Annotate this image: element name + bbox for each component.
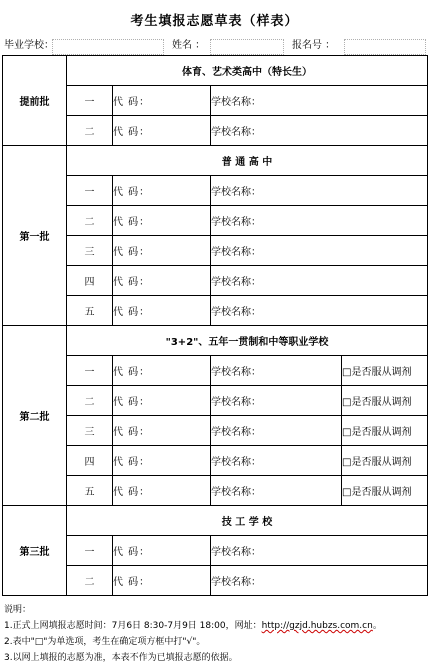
note-line-2: 2.表中"□"为单选项，考生在确定项方框中打"√"。 — [4, 637, 206, 647]
choice-row — [3, 236, 428, 266]
obey-adjust-checkbox[interactable]: □是否服从调剂 — [342, 356, 428, 386]
school-name-field[interactable]: 学校名称： — [211, 266, 428, 296]
choice-number: 四 — [67, 266, 113, 296]
section-header-row — [3, 326, 428, 356]
choice-row — [3, 476, 428, 506]
register-url-link[interactable]: http://gzjd.hubzs.com.cn — [261, 621, 373, 631]
school-name-field[interactable]: 学校名称： — [211, 356, 342, 386]
school-name-field[interactable]: 学校名称： — [211, 416, 342, 446]
choice-row — [3, 206, 428, 236]
choice-row — [3, 566, 428, 596]
code-field[interactable]: 代 码： — [113, 356, 211, 386]
school-name-field[interactable]: 学校名称： — [211, 536, 428, 566]
code-field[interactable]: 代 码： — [113, 266, 211, 296]
batch-label: 提前批 — [3, 56, 67, 146]
obey-adjust-checkbox[interactable]: □是否服从调剂 — [342, 386, 428, 416]
code-field[interactable]: 代 码： — [113, 446, 211, 476]
school-name-field[interactable]: 学校名称： — [211, 236, 428, 266]
choice-number: 三 — [67, 416, 113, 446]
section-title: 技 工 学 校 — [67, 506, 428, 536]
section-header-row — [3, 146, 428, 176]
choice-row — [3, 416, 428, 446]
section-header-row — [3, 56, 428, 86]
school-label: 毕业学校： — [4, 40, 54, 51]
school-name-field[interactable]: 学校名称： — [211, 116, 428, 146]
choice-number: 一 — [67, 176, 113, 206]
code-field[interactable]: 代 码： — [113, 116, 211, 146]
choice-row — [3, 266, 428, 296]
batch-label: 第三批 — [3, 506, 67, 596]
note-line-3: 3.以网上填报的志愿为准，本表不作为已填报志愿的依据。 — [4, 653, 238, 663]
code-field[interactable]: 代 码： — [113, 236, 211, 266]
choice-row — [3, 356, 428, 386]
application-table — [2, 55, 428, 596]
exam-no-field[interactable] — [344, 39, 426, 55]
code-field[interactable]: 代 码： — [113, 566, 211, 596]
section-title: 普 通 高 中 — [67, 146, 428, 176]
obey-adjust-checkbox[interactable]: □是否服从调剂 — [342, 416, 428, 446]
code-field[interactable]: 代 码： — [113, 386, 211, 416]
name-field[interactable] — [210, 39, 284, 55]
code-field[interactable]: 代 码： — [113, 86, 211, 116]
choice-number: 一 — [67, 86, 113, 116]
code-field[interactable]: 代 码： — [113, 206, 211, 236]
school-name-field[interactable]: 学校名称： — [211, 566, 428, 596]
choice-number: 一 — [67, 536, 113, 566]
form-title: 考生填报志愿草表（样表） — [130, 14, 299, 29]
obey-adjust-checkbox[interactable]: □是否服从调剂 — [342, 446, 428, 476]
school-name-field[interactable]: 学校名称： — [211, 446, 342, 476]
choice-number: 五 — [67, 296, 113, 326]
code-field[interactable]: 代 码： — [113, 416, 211, 446]
code-field[interactable]: 代 码： — [113, 296, 211, 326]
section-header-row — [3, 506, 428, 536]
notes — [4, 602, 426, 666]
choice-row — [3, 536, 428, 566]
choice-number: 五 — [67, 476, 113, 506]
choice-row — [3, 296, 428, 326]
school-name-field[interactable]: 学校名称： — [211, 176, 428, 206]
school-name-field[interactable]: 学校名称： — [211, 206, 428, 236]
code-field[interactable]: 代 码： — [113, 176, 211, 206]
note-line-1: 1.正式上网填报志愿时间：7月6日 8:30-7月9日 18:00，网址：http://gzjd.hubzs.com.cn。 — [4, 621, 382, 631]
code-field[interactable]: 代 码： — [113, 536, 211, 566]
choice-row — [3, 446, 428, 476]
choice-row — [3, 86, 428, 116]
choice-number: 三 — [67, 236, 113, 266]
choice-row — [3, 116, 428, 146]
choice-number: 二 — [67, 116, 113, 146]
obey-adjust-checkbox[interactable]: □是否服从调剂 — [342, 476, 428, 506]
section-title: 体育、艺术类高中（特长生） — [67, 56, 428, 86]
notes-heading: 说明： — [4, 605, 32, 615]
batch-label: 第二批 — [3, 326, 67, 506]
choice-number: 二 — [67, 386, 113, 416]
school-name-field[interactable]: 学校名称： — [211, 386, 342, 416]
name-label: 姓名 ： — [172, 40, 206, 51]
section-title: "3+2"、五年一贯制和中等职业学校 — [67, 326, 428, 356]
choice-row — [3, 386, 428, 416]
choice-row — [3, 176, 428, 206]
batch-label: 第一批 — [3, 146, 67, 326]
choice-number: 二 — [67, 206, 113, 236]
choice-number: 二 — [67, 566, 113, 596]
school-field[interactable] — [52, 39, 164, 55]
code-field[interactable]: 代 码： — [113, 476, 211, 506]
school-name-field[interactable]: 学校名称： — [211, 86, 428, 116]
exam-no-label: 报名号 ： — [292, 40, 336, 51]
school-name-field[interactable]: 学校名称： — [211, 296, 428, 326]
choice-number: 一 — [67, 356, 113, 386]
choice-number: 四 — [67, 446, 113, 476]
school-name-field[interactable]: 学校名称： — [211, 476, 342, 506]
